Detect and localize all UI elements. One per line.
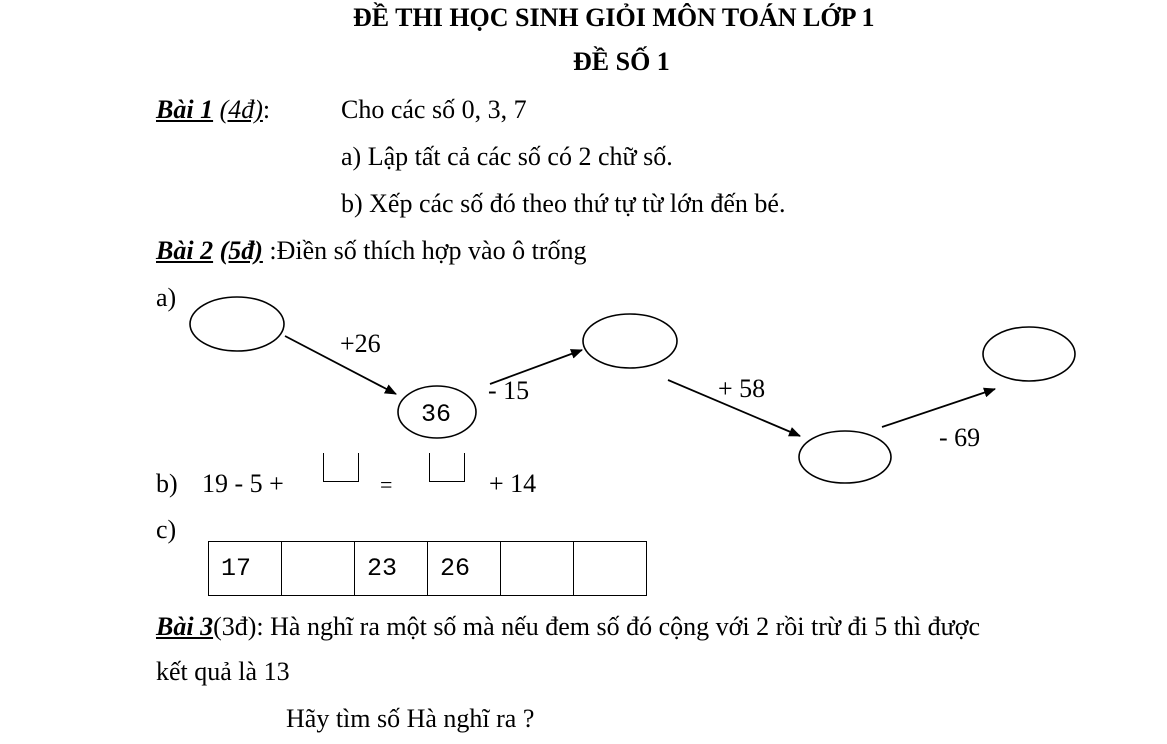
bai2-instruction: :Điền số thích hợp vào ô trống bbox=[262, 236, 587, 265]
blank-oval-1 bbox=[190, 297, 284, 351]
sequence-cell bbox=[574, 542, 647, 596]
bai1-part-a: a) Lập tất cả các số có 2 chữ số. bbox=[341, 142, 673, 171]
bai1-colon: : bbox=[262, 95, 271, 124]
sequence-cell bbox=[501, 542, 574, 596]
expr-right: + 14 bbox=[489, 469, 537, 498]
bai2-part-b-label: b) bbox=[156, 469, 178, 498]
blank-box-1 bbox=[323, 453, 359, 482]
sequence-cell: 23 bbox=[355, 542, 428, 596]
op-minus-69: - 69 bbox=[939, 423, 981, 452]
arrow-4 bbox=[882, 389, 995, 427]
page-subtitle: ĐỀ SỐ 1 bbox=[573, 47, 670, 76]
equals-sign: = bbox=[380, 472, 393, 497]
blank-oval-4 bbox=[983, 327, 1075, 381]
bai3-line2: kết quả là 13 bbox=[156, 657, 290, 686]
blank-box-2 bbox=[429, 453, 465, 482]
sequence-cell bbox=[282, 542, 355, 596]
bai2-label: Bài 2 bbox=[156, 236, 214, 265]
expr-left: 19 - 5 + bbox=[202, 469, 284, 498]
bai1-intro: Cho các số 0, 3, 7 bbox=[341, 95, 527, 124]
op-plus-26: +26 bbox=[340, 329, 381, 358]
sequence-table bbox=[208, 541, 647, 596]
sequence-cell: 26 bbox=[428, 542, 501, 596]
bai1-points: (4đ) bbox=[219, 95, 263, 124]
bai1-label: Bài 1 bbox=[156, 95, 214, 124]
op-plus-58: + 58 bbox=[718, 374, 766, 403]
given-value: 36 bbox=[421, 400, 452, 429]
sequence-cell: 17 bbox=[209, 542, 282, 596]
bai3-label: Bài 3 bbox=[156, 612, 214, 641]
bai2-points: (5đ) bbox=[219, 236, 263, 265]
op-minus-15: - 15 bbox=[488, 376, 530, 405]
bai2-part-a-label: a) bbox=[156, 283, 177, 312]
blank-oval-2 bbox=[583, 314, 677, 368]
bai3-question: Hãy tìm số Hà nghĩ ra ? bbox=[286, 704, 535, 733]
bai1-part-b: b) Xếp các số đó theo thứ tự từ lớn đến bé. bbox=[341, 189, 786, 218]
bai3-text: : Hà nghĩ ra một số mà nếu đem số đó cộng với 2 rồi trừ đi 5 thì được bbox=[256, 612, 981, 641]
bai3-line1 bbox=[156, 612, 980, 642]
blank-oval-3 bbox=[799, 431, 891, 483]
bai3-points: (3đ) bbox=[213, 612, 257, 641]
page-title: ĐỀ THI HỌC SINH GIỎI MÔN TOÁN LỚP 1 bbox=[353, 3, 875, 32]
bai2-part-c-label: c) bbox=[156, 515, 177, 544]
